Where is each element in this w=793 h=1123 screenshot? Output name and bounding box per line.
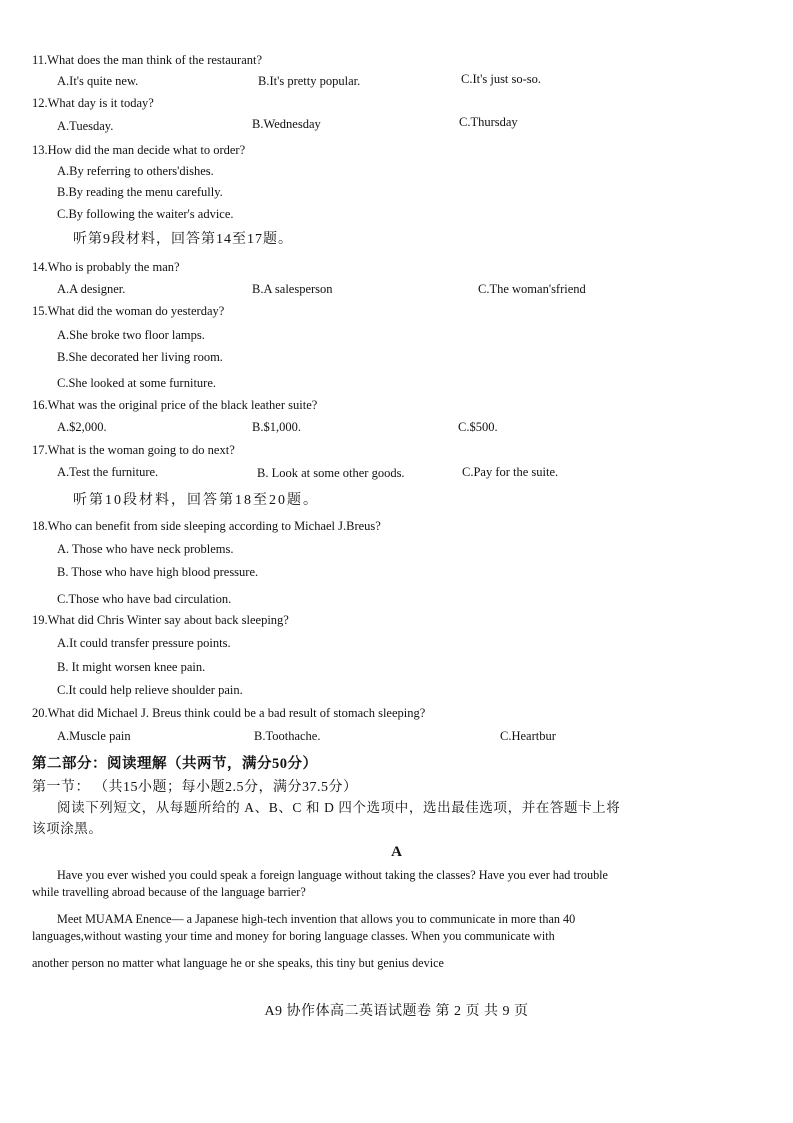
option-15-b: B.She decorated her living room. <box>57 350 223 364</box>
question-19: 19.What did Chris Winter say about back sleeping? <box>32 613 289 627</box>
option-19-c: C.It could help relieve shoulder pain. <box>57 683 243 697</box>
question-18: 18.Who can benefit from side sleeping according to Michael J.Breus? <box>32 519 381 533</box>
option-13-a: A.By referring to others'dishes. <box>57 164 214 178</box>
option-18-a: A. Those who have neck problems. <box>57 542 234 556</box>
option-11-b: B.It's pretty popular. <box>258 74 361 88</box>
passage-letter: A <box>391 844 402 860</box>
section-one-header: 第一节： （共15小题；每小题2.5分，满分37.5分） <box>32 780 358 795</box>
question-20: 20.What did Michael J. Breus think could be a bad result of stomach sleeping? <box>32 706 426 720</box>
option-14-b: B.A salesperson <box>252 282 333 296</box>
option-14-c: C.The woman'sfriend <box>478 282 586 296</box>
question-13: 13.How did the man decide what to order? <box>32 143 246 157</box>
option-20-a: A.Muscle pain <box>57 729 131 743</box>
option-17-b: B. Look at some other goods. <box>257 466 405 480</box>
instruction-section-9: 听第9段材料，回答第14至17题。 <box>73 232 293 247</box>
part-two-title: 第二部分：阅读理解（共两节，满分50分） <box>32 756 318 772</box>
option-11-c: C.It's just so-so. <box>461 72 542 86</box>
option-18-b: B. Those who have high blood pressure. <box>57 565 259 579</box>
option-15-c: C.She looked at some furniture. <box>57 376 216 390</box>
instruction-section-10: 听第10段材料，回答第18至20题。 <box>73 493 319 508</box>
option-16-b: B.$1,000. <box>252 420 301 434</box>
question-14: 14.Who is probably the man? <box>32 260 180 274</box>
passage-line: while travelling abroad because of the language barrier? <box>32 885 306 899</box>
passage-line: languages,without wasting your time and money for boring language classes. When you communicate with <box>32 929 555 943</box>
passage-line: another person no matter what language he or she speaks, this tiny but genius device <box>32 956 444 970</box>
question-12: 12.What day is it today? <box>32 96 154 110</box>
option-19-a: A.It could transfer pressure points. <box>57 636 231 650</box>
option-17-a: A.Test the furniture. <box>57 465 159 479</box>
option-15-a: A.She broke two floor lamps. <box>57 328 205 342</box>
passage-line: Have you ever wished you could speak a foreign language without taking the classes? Have you ever had trouble <box>57 868 608 882</box>
option-19-b: B. It might worsen knee pain. <box>57 660 206 674</box>
option-12-c: C.Thursday <box>459 115 518 129</box>
section-one-instruction: 阅读下列短文，从每题所给的 A、B、C 和 D 四个选项中，选出最佳选项，并在答题卡上将 <box>57 800 621 815</box>
option-11-a: A.It's quite new. <box>57 74 139 88</box>
page-footer: A9 协作体高二英语试题卷 第 2 页 共 9 页 <box>264 1004 529 1019</box>
option-17-c: C.Pay for the suite. <box>462 465 559 479</box>
option-20-b: B.Toothache. <box>254 729 321 743</box>
option-20-c: C.Heartbur <box>500 729 556 743</box>
option-13-b: B.By reading the menu carefully. <box>57 185 223 199</box>
question-11: 11.What does the man think of the restaurant? <box>32 53 263 67</box>
option-16-a: A.$2,000. <box>57 420 107 434</box>
section-one-instruction-cont: 该项涂黑。 <box>32 821 103 836</box>
question-17: 17.What is the woman going to do next? <box>32 443 235 457</box>
question-16: 16.What was the original price of the black leather suite? <box>32 398 318 412</box>
option-18-c: C.Those who have bad circulation. <box>57 592 232 606</box>
option-16-c: C.$500. <box>458 420 498 434</box>
passage-line: Meet MUAMA Enence— a Japanese high-tech invention that allows you to communicate in more than 40 <box>57 912 576 926</box>
question-15: 15.What did the woman do yesterday? <box>32 304 225 318</box>
option-12-b: B.Wednesday <box>252 117 321 131</box>
option-14-a: A.A designer. <box>57 282 126 296</box>
option-12-a: A.Tuesday. <box>57 119 114 133</box>
option-13-c: C.By following the waiter's advice. <box>57 207 234 221</box>
